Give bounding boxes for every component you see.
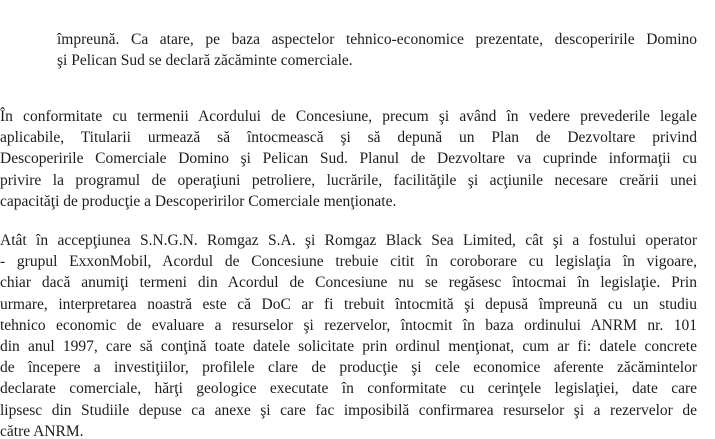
text-line: şi Pelican Sud se declară zăcăminte comerciale. [57, 52, 353, 70]
text-line: - grupul ExxonMobil, Acordul de Concesiune trebuie citit în coroborare cu legislaţia în vigoare, [0, 253, 697, 271]
text-line: Atât în accepţiunea S.N.G.N. Romgaz S.A. şi Romgaz Black Sea Limited, cât şi a fostului operator [0, 232, 697, 249]
text-line: tehnico economic de evaluare a resurselor şi rezervelor, întocmit în baza ordinului ANRM nr. 101 [0, 316, 697, 334]
text-line: chiar dacă anumiţi termeni din Acordul de Concesiune nu se regăsesc întocmai în legislaţie. Prin [0, 274, 697, 292]
text-line: capacităţi de producţie a Descoperirilor Comerciale menţionate. [0, 192, 397, 210]
paragraph-interpretation [0, 230, 697, 439]
paragraph-declaration [57, 29, 697, 71]
text-line: din anul 1997, care să conţină toate datele solicitate prin ordinul menţionat, cum ar fi: datele concrete [0, 338, 697, 356]
text-line: către ANRM. [0, 422, 84, 439]
text-line: lipsesc din Studiile depuse ca anexe şi care fac imposibilă confirmarea resurselor şi a rezervelor de [0, 401, 697, 419]
text-line: urmare, interpretarea noastră este că DoC ar fi trebuit întocmită şi depusă împreună cu un studiu [0, 295, 697, 313]
text-line: În conformitate cu termenii Acordului de Concesiune, precum şi având în vedere prevederile legale [0, 108, 697, 125]
text-line: împreună. Ca atare, pe baza aspectelor tehnico-economice prezentate, descoperirile Domino [57, 31, 697, 48]
text-line: privire la programul de operaţiuni petroliere, lucrările, facilităţile şi acţiunile necesare creării unei [0, 171, 697, 189]
text-line: de începere a investiţiilor, profilele clare de producţie şi cele economice aferente zăcămintelor [0, 359, 697, 377]
text-line: Descoperirile Comerciale Domino şi Pelican Sud. Planul de Dezvoltare va cuprinde informaţii cu [0, 150, 697, 168]
text-line: declarate comerciale, hărţi geologice executate în conformitate cu cerinţele legislaţiei, date care [0, 380, 697, 398]
paragraph-development-plan [0, 106, 697, 212]
text-line: aplicabile, Titularii urmează să întocmească şi să depună un Plan de Dezvoltare privind [0, 129, 697, 147]
